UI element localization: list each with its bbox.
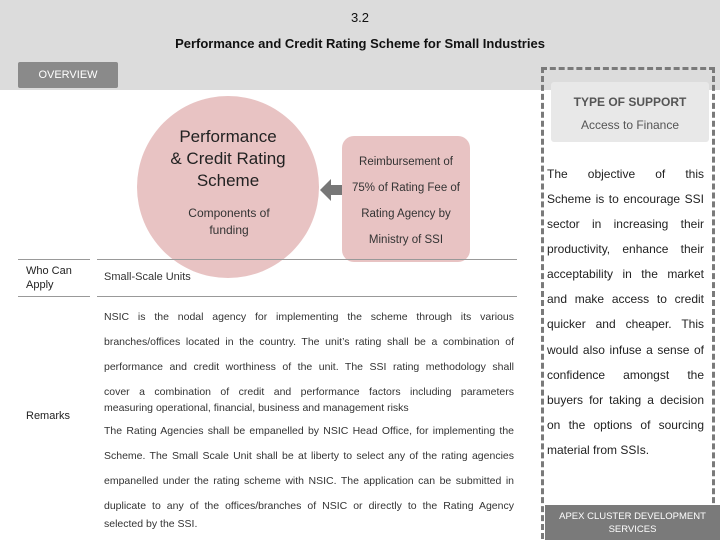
remarks-line: NSIC is the nodal agency for implementing the scheme through its various: [104, 311, 514, 323]
objective-line: material from SSIs.: [547, 443, 650, 457]
reimbursement-line: Rating Agency by: [361, 208, 451, 220]
objective-line: acceptability in the market: [547, 267, 704, 281]
objective-line: would also infuse a sense of: [547, 343, 704, 357]
scheme-title-line: Performance: [179, 127, 277, 146]
scheme-title: [148, 126, 308, 192]
who-can-apply-label: [26, 264, 72, 292]
divider: [18, 296, 90, 297]
who-can-apply-label-line: Apply: [26, 279, 54, 291]
objective-line: confidence amongst the: [547, 368, 704, 382]
remarks-line: empanelled under the rating scheme with NSIC. The application can be submitted in: [104, 475, 514, 487]
funding-label-line: Components of: [188, 206, 270, 220]
remarks-line: cover a combination of credit and performance factors including parameters: [104, 386, 514, 398]
scheme-title-line: Scheme: [196, 171, 260, 190]
remarks-line: duplicate to any of the offices/branches of NSIC or directly to the Rating Agency: [104, 500, 514, 512]
overview-tab[interactable]: OVERVIEW: [18, 62, 118, 88]
objective-line: buyers for taking a decision: [547, 393, 704, 407]
objective-line: The objective of this: [547, 167, 704, 181]
objective-line: productivity, enhance their: [547, 242, 704, 256]
remarks-label: Remarks: [26, 410, 71, 422]
remarks-line: branches/offices located in the country. The unit’s rating shall be a combination of: [104, 336, 514, 348]
remarks-line: performance and credit worthiness of the unit. The SSI rating methodology shall: [104, 361, 514, 373]
divider: [18, 259, 90, 260]
support-title: TYPE OF SUPPORT: [573, 95, 687, 109]
objective-line: on the options of sourcing: [547, 418, 704, 432]
objective-line: Scheme is to encourage SSI: [547, 192, 704, 206]
footer-line: APEX CLUSTER DEVELOPMENT: [559, 511, 706, 522]
reimbursement-line: 75% of Rating Fee of: [351, 182, 461, 194]
support-subtitle: Access to Finance: [580, 118, 680, 132]
page-title: Performance and Credit Rating Scheme for Small Industries: [175, 36, 545, 51]
arrow-left-icon: [318, 177, 344, 203]
who-can-apply-label-line: Who Can: [26, 265, 72, 277]
divider: [97, 259, 517, 260]
section-number: 3.2: [350, 10, 370, 25]
who-can-apply-value: Small-Scale Units: [104, 271, 191, 283]
type-of-support-box: [551, 82, 709, 142]
remarks-line: selected by the SSI.: [104, 518, 198, 530]
funding-label-line: funding: [209, 223, 249, 237]
divider: [97, 296, 517, 297]
footer-line: SERVICES: [608, 524, 657, 535]
objective-line: sector in increasing their: [547, 217, 704, 231]
footer-text: [545, 510, 720, 536]
scheme-title-line: & Credit Rating: [170, 149, 286, 168]
remarks-line: Scheme. The Small Scale Unit shall be at liberty to select any of the rating agencies: [104, 450, 514, 462]
remarks-line: The Rating Agencies shall be empanelled by NSIC Head Office, for implementing the: [104, 425, 514, 437]
components-of-funding-label: [170, 205, 288, 239]
objective-line: and make access to credit: [547, 292, 704, 306]
remarks-line: measuring operational, financial, business and management risks: [104, 402, 409, 414]
objective-line: quicker and cheaper. This: [547, 317, 704, 331]
reimbursement-line: Ministry of SSI: [368, 234, 444, 246]
reimbursement-line: Reimbursement of: [359, 156, 453, 168]
